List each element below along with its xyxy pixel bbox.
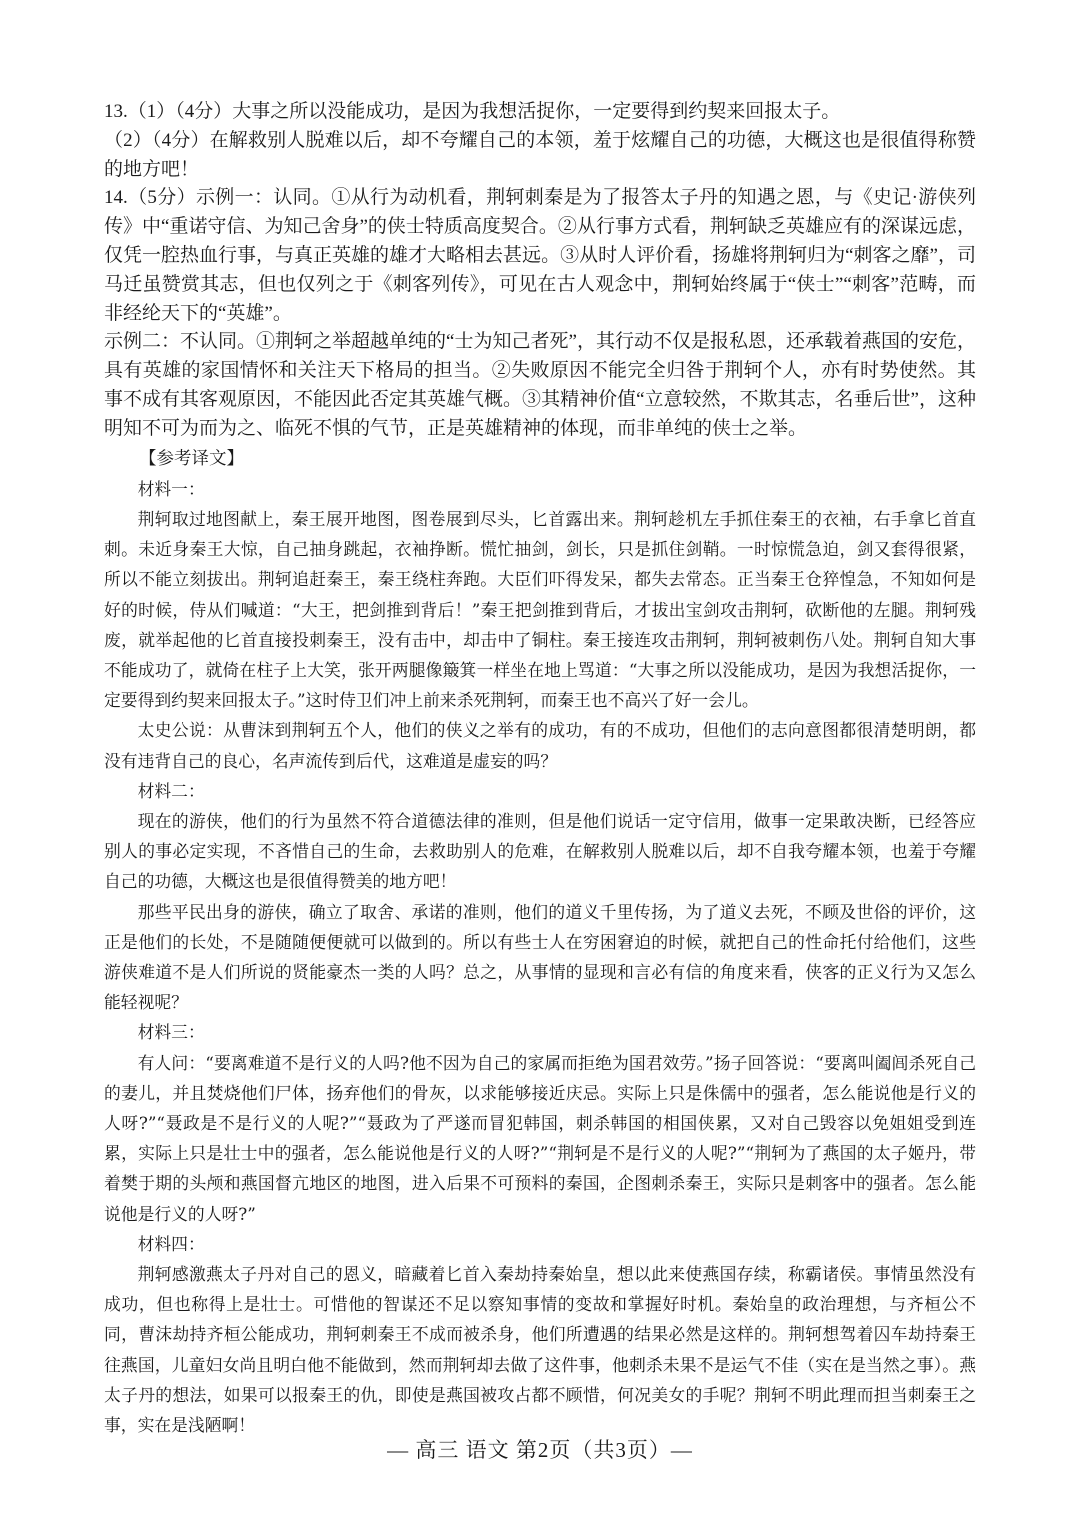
answer-section [104,98,976,444]
material-2-label: 材料二： [137,780,205,801]
material-1-paragraph: 荆轲取过地图献上，秦王展开地图，图卷展到尽头，匕首露出来。荆轲趁机左手抓住秦王的衣袖，右手拿匕首直刺。未近身秦王大惊，自己抽身跳起，衣袖挣断。慌忙抽剑，剑长，只是抓住剑鞘。一时惊慌急迫，剑又套得很紧，所以不能立刻拔出。荆轲追赶秦王，秦王绕柱奔跑。大臣们吓得发呆，都失去常态。正当秦王仓猝惶急，不知如何是好的时候，侍从们喊道：“大王，把剑推到背后！”秦王把剑推到背后，才拔出宝剑攻击荆轲，砍断他的左腿。荆轲残废，就举起他的匕首直接投刺秦王，没有击中，却击中了铜柱。秦王接连攻击荆轲，荆轲被刺伤八处。荆轲自知大事不能成功了，就倚在柱子上大笑，张开两腿像簸箕一样坐在地上骂道：“大事之所以没能成功，是因为我想活捉你，一定要得到约契来回报太子。”这时侍卫们冲上前来杀死荆轲，而秦王也不高兴了好一会儿。 [104,508,976,711]
answer-13-1: 13.（1）（4分）大事之所以没能成功，是因为我想活捉你，一定要得到约契来回报太子。 [104,101,841,122]
material-2-paragraph: 现在的游侠，他们的行为虽然不符合道德法律的准则，但是他们说话一定守信用，做事一定果敢决断，已经答应别人的事必定实现，不吝惜自己的生命，去救助别人的危难，在解救别人脱难以后，却不自我夸耀本领，也羞于夸耀自己的功德，大概这也是很值得赞美的地方吧！ [104,811,976,892]
answer-14-example-2: 示例二：不认同。①荆轲之举超越单纯的“士为知己者死”，其行动不仅是报私恩，还承载着燕国的安危，具有英雄的家国情怀和关注天下格局的担当。②失败原因不能完全归咎于荆轲个人，亦有时势使然。其事不成有其客观原因，不能因此否定其英雄气概。③其精神价值“立意较然，不欺其志，名垂后世”，这种明知不可为而为之、临死不惧的气节，正是英雄精神的体现，而非单纯的侠士之举。 [104,331,976,439]
material-3-paragraph: 有人问：“要离难道不是行义的人吗?他不因为自己的家属而拒绝为国君效劳。”扬子回答说：“要离叫阖闾杀死自己的妻儿，并且焚烧他们尸体，扬弃他们的骨灰，以求能够接近庆忌。实际上只是侏儒中的强者，怎么能说他是行义的人呀?”“聂政是不是行义的人呢?”“聂政为了严遂而冒犯韩国，刺杀韩国的相国侠累，又对自己毁容以免姐姐受到连累，实际上只是壮士中的强者，怎么能说他是行义的人呀?”“荆轲是不是行义的人呢?”“荆轲为了燕国的太子姬丹，带着樊于期的头颅和燕国督亢地区的地图，进入后果不可预料的秦国，企图刺杀秦王，实际只是刺客中的强者。怎么能说他是行义的人呀?” [104,1052,976,1224]
material-4-paragraph: 荆轲感激燕太子丹对自己的恩义，暗藏着匕首入秦劫持秦始皇，想以此来使燕国存续，称霸诸侯。事情虽然没有成功，但也称得上是壮士。可惜他的智谋还不足以察知事情的变故和掌握好时机。秦始皇的政治理想，与齐桓公不同，曹沫劫持齐桓公能成功，荆轲刺秦王不成而被杀身，他们所遭遇的结果必然是这样的。荆轲想驾着囚车劫持秦王往燕国，儿童妇女尚且明白他不能做到，然而荆轲却去做了这件事，他刺杀未果不是运气不佳（实在是当然之事）。燕太子丹的想法，如果可以报秦王的仇，即使是燕国被攻占都不顾惜，何况美女的手呢？荆轲不明此理而担当刺秦王之事，实在是浅陋啊！ [104,1264,976,1436]
material-2-paragraph: 那些平民出身的游侠，确立了取舍、承诺的准则，他们的道义千里传扬，为了道义去死，不顾及世俗的评价，这正是他们的长处，不是随随便便就可以做到的。所以有些士人在穷困窘迫的时候，就把自己的性命托付给他们，这些游侠难道不是人们所说的贤能豪杰一类的人吗？总之，从事情的显现和言必有信的角度来看，侠客的正义行为又怎么能轻视呢？ [104,901,976,1013]
material-4-label: 材料四： [137,1233,205,1254]
page-footer: — 高三 语文 第2页（共3页）— [387,1438,693,1462]
reference-translation [104,444,976,1441]
answer-14-example-1: 14.（5分）示例一：认同。①从行为动机看，荆轲刺秦是为了报答太子丹的知遇之恩，与《史记·游侠列传》中“重诺守信、为知己舍身”的侠士特质高度契合。②从行事方式看，荆轲缺乏英雄应有的深谋远虑，仅凭一腔热血行事，与真正英雄的雄才大略相去甚远。③从时人评价看，扬雄将荆轲归为“刺客之靡”，司马迁虽赞赏其志，但也仅列之于《刺客列传》，可见在古人观念中，荆轲始终属于“侠士”“刺客”范畴，而非经纶天下的“英雄”。 [104,187,976,324]
material-1-label: 材料一： [137,478,205,499]
answer-13-2: （2）（4分）在解救别人脱难以后，却不夸耀自己的本领，羞于炫耀自己的功德，大概这也是很值得称赞的地方吧！ [104,129,976,180]
material-3-label: 材料三： [137,1022,205,1043]
material-1-paragraph: 太史公说：从曹沫到荆轲五个人，他们的侠义之举有的成功，有的不成功，但他们的志向意图都很清楚明朗，都没有违背自己的良心，名声流传到后代，这难道是虚妄的吗？ [104,720,976,771]
translation-heading: 【参考译文】 [139,448,244,469]
